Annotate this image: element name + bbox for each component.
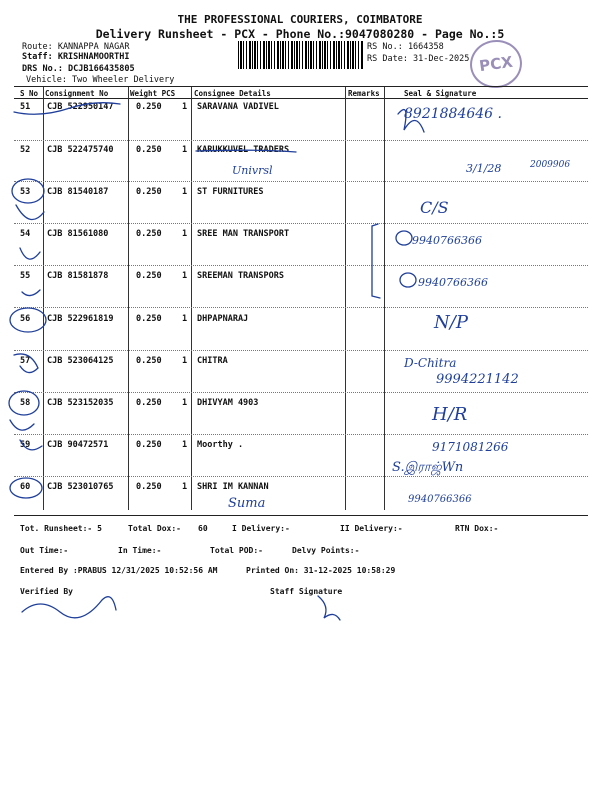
staff-signature-label: Staff Signature: [270, 587, 343, 596]
printed-on: Printed On: 31-12-2025 10:58:29: [246, 566, 396, 575]
circle-mark: [10, 308, 46, 332]
handwritten-note: N/P: [434, 312, 468, 333]
row-consignee: ST FURNITURES: [197, 187, 264, 197]
row-sno: 53: [20, 187, 31, 197]
handwritten-note: C/S: [420, 198, 449, 217]
row-weight: 0.250: [136, 398, 162, 408]
col-seal-signature: Seal & Signature: [404, 89, 477, 98]
circle-mark: [396, 231, 412, 245]
row-pcs: 1: [182, 271, 188, 281]
handwritten-note: D-Chitra: [404, 356, 457, 370]
row-pcs: 1: [182, 187, 188, 197]
row-pcs: 1: [182, 440, 188, 450]
handwritten-note: H/R: [432, 404, 468, 425]
row-consignee: KARUKKUVEL TRADERS: [197, 145, 290, 155]
total-dox-label: Total Dox:-: [128, 524, 181, 533]
rtn-dox: RTN Dox:-: [455, 524, 499, 533]
row-weight: 0.250: [136, 145, 162, 155]
row-consignment: CJB 81540187: [47, 187, 109, 197]
rs-date: RS Date: 31-Dec-2025: [367, 54, 470, 64]
circle-mark: [10, 478, 42, 498]
handwritten-note: Univrsl: [232, 164, 273, 177]
row-weight: 0.250: [136, 102, 162, 112]
staff-label: Staff: KRISHNAMOORTHI: [22, 52, 130, 62]
handwritten-note: S.இராஜ்Wn: [392, 460, 464, 475]
col-sno: S No: [20, 89, 39, 98]
row-consignee: DHIVYAM 4903: [197, 398, 259, 408]
drs-number: DRS No.: DCJB166435805: [22, 64, 135, 74]
row-sno: 52: [20, 145, 31, 155]
tick-mark: [20, 440, 42, 450]
row-weight: 0.250: [136, 440, 162, 450]
rs-number: RS No.: 1664358: [367, 42, 444, 52]
runsheet-title: Delivery Runsheet - PCX - Phone No.:9047080280 - Page No.:5: [95, 27, 505, 41]
in-time: In Time:-: [118, 546, 162, 555]
tick-mark: [16, 205, 44, 220]
row-consignment: CJB 90472571: [47, 440, 109, 450]
route-label: Route: KANNAPPA NAGAR: [22, 42, 130, 52]
row-consignment: CJB 523152035: [47, 398, 114, 408]
tick-mark: [20, 248, 40, 259]
row-pcs: 1: [182, 398, 188, 408]
entered-by: Entered By :PRABUS 12/31/2025 10:52:56 AM: [20, 566, 218, 575]
circle-mark: [400, 273, 416, 287]
vehicle-label: Vehicle: Two Wheeler Delivery: [26, 75, 175, 85]
row-consignment: CJB 81561080: [47, 229, 109, 239]
i-delivery: I Delivery:-: [232, 524, 290, 533]
circle-mark: [9, 391, 39, 415]
row-consignee: CHITRA: [197, 356, 228, 366]
handwritten-note: 9994221142: [436, 372, 519, 387]
verified-by: Verified By: [20, 587, 73, 596]
row-consignee: SREE MAN TRANSPORT: [197, 229, 290, 239]
verified-signature: [22, 597, 116, 618]
row-consignee: SARAVANA VADIVEL: [197, 102, 279, 112]
row-consignee: DHPAPNARAJ: [197, 314, 249, 324]
row-weight: 0.250: [136, 482, 162, 492]
row-consignment: CJB 522950147: [47, 102, 114, 112]
row-consignee: SHRI IM KANNAN: [197, 482, 269, 492]
row-pcs: 1: [182, 356, 188, 366]
col-weight-pcs: Weight PCS: [130, 89, 176, 98]
staff-signature: [318, 596, 340, 620]
row-sno: 57: [20, 356, 31, 366]
tick-mark: [22, 290, 40, 296]
row-weight: 0.250: [136, 229, 162, 239]
row-consignment: CJB 523010765: [47, 482, 114, 492]
row-consignment: CJB 522961819: [47, 314, 114, 324]
row-pcs: 1: [182, 314, 188, 324]
col-consignment: Consignment No: [45, 89, 109, 98]
row-sno: 51: [20, 102, 31, 112]
circle-mark: [12, 179, 44, 203]
total-pod: Total POD:-: [210, 546, 263, 555]
row-weight: 0.250: [136, 356, 162, 366]
row-pcs: 1: [182, 102, 188, 112]
company-title: THE PROFESSIONAL COURIERS, COIMBATORE: [177, 13, 423, 26]
row-consignment: CJB 522475740: [47, 145, 114, 155]
tick-mark: [10, 420, 34, 430]
tick-mark: [14, 103, 120, 115]
row-pcs: 1: [182, 229, 188, 239]
tot-runsheet: Tot. Runsheet:- 5: [20, 524, 102, 533]
row-pcs: 1: [182, 145, 188, 155]
handwritten-note: Suma: [228, 496, 266, 511]
row-weight: 0.250: [136, 271, 162, 281]
row-sno: 55: [20, 271, 31, 281]
row-sno: 59: [20, 440, 31, 450]
handwritten-note: 9171081266: [432, 440, 509, 454]
row-consignment: CJB 81581878: [47, 271, 109, 281]
row-consignment: CJB 523064125: [47, 356, 114, 366]
pcx-stamp: PCX: [467, 37, 525, 92]
out-time: Out Time:-: [20, 546, 69, 555]
col-consignee: Consignee Details: [194, 89, 271, 98]
delvy-points: Delvy Points:-: [292, 546, 360, 555]
row-consignee: SREEMAN TRANSPORS: [197, 271, 284, 281]
total-dox-value: 60: [198, 524, 208, 533]
row-sno: 58: [20, 398, 31, 408]
handwritten-note: 9940766366: [412, 234, 482, 247]
handwritten-note: 2009906: [530, 160, 571, 170]
row-sno: 54: [20, 229, 31, 239]
ii-delivery: II Delivery:-: [340, 524, 403, 533]
handwritten-note: 9940766366: [408, 494, 472, 505]
bracket-mark: [372, 224, 380, 298]
row-weight: 0.250: [136, 314, 162, 324]
strike-line: [196, 150, 296, 152]
row-consignee: Moorthy .: [197, 440, 244, 450]
handwritten-note: 8921884646 .: [404, 106, 502, 122]
handwritten-note: 3/1/28: [466, 162, 502, 175]
row-pcs: 1: [182, 482, 188, 492]
col-remarks: Remarks: [348, 89, 380, 98]
row-sno: 60: [20, 482, 31, 492]
row-sno: 56: [20, 314, 31, 324]
handwritten-note: 9940766366: [418, 276, 488, 289]
tick-mark: [14, 354, 38, 373]
row-weight: 0.250: [136, 187, 162, 197]
